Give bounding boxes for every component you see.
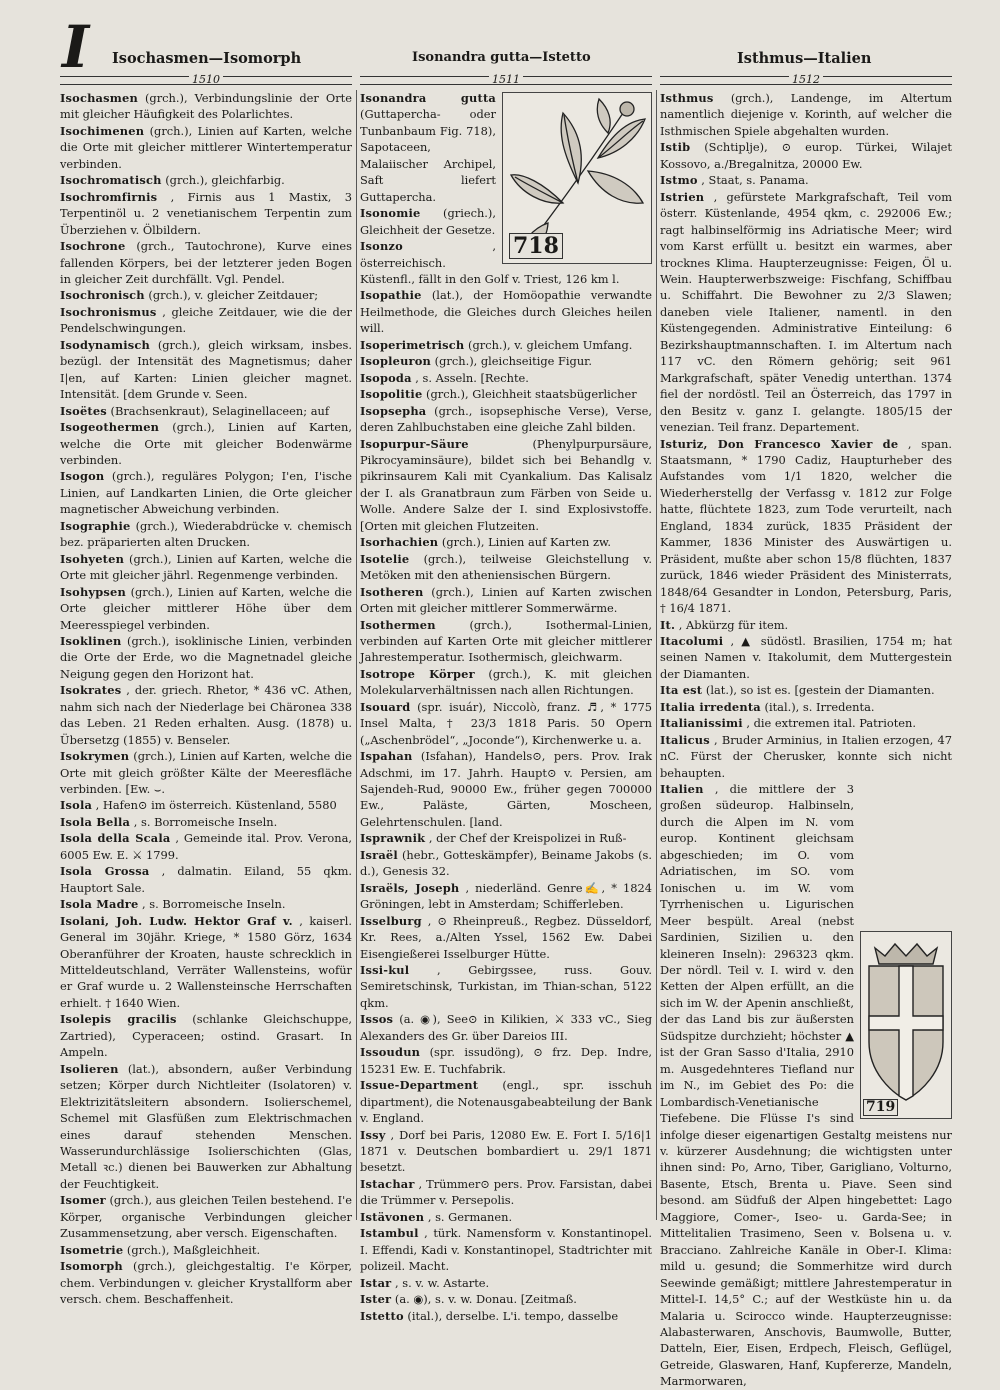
entry-headword: Isochasmen — [60, 91, 138, 105]
entry-headword: Isonandra gutta — [360, 91, 496, 105]
entry-text: (grch.), gleichfarbig. — [165, 173, 285, 188]
entry-headword: Isometrie — [60, 1242, 124, 1257]
dictionary-entry — [360, 666, 652, 699]
entry-headword: Isochromfirnis — [60, 189, 158, 204]
entry-headword: Isopleuron — [360, 354, 432, 369]
dictionary-entry — [60, 1192, 352, 1241]
dictionary-entry — [60, 863, 352, 896]
entry-text: (ital.), derselbe. L'i. tempo, dasselbe — [407, 1308, 619, 1323]
entry-text: , span. Staatsmann, * 1790 Cadiz, Haupturheber des Aufstandes vom 1/1 1820, welcher die Wiederherstellg der Verfassg v. 1812 zur Folge hatte, flüchtete 1823, zum Tode verurteilt, nach England, 1834 zurück, 1835 Präsident der Kammer, 1836 Minister des Auswärtigen u. Präsident, mußte aber schon 15/8 flüchten, 1837 zurück, 1846 wieder Präsident des Ministerrats, 1848/64 Gesandter in London, Petersburg, Paris, † 16/4 1871. — [660, 436, 952, 616]
entry-text: (a. ◉), See⊙ in Kilikien, ⚔ 333 vC., Sieg Alexanders des Gr. über Dareios III. — [360, 1012, 653, 1043]
dictionary-entry — [360, 1044, 652, 1077]
entry-headword: Isopurpur-Säure — [360, 436, 469, 451]
entry-text: , ▲ südöstl. Brasilien, 1754 m; hat seinen Namen v. Itakolumit, dem Muttergestein der Diamanten. — [660, 633, 952, 681]
dictionary-entry — [60, 1061, 352, 1193]
entry-headword: Istrien — [660, 189, 705, 204]
entry-text: , gefürstete Markgrafschaft, Teil vom österr. Küstenlande, 4954 qkm, c. 292006 Ew.; ragt halbinselförmig ins Adriatische Meer; wird vom Karst erfüllt u. besitzt ein warmes, aber trocknes Klima. Haupterzeugnisse: Feigen, Öl u. Wein. Haupterwerbszweige: Fischfang, Schiffbau u. Schiffahrt. Die Bewohner zu 2/3 Slawen; daneben viele Italiener, namentl. in den Küstengegenden. Administrative Einteilung: 6 Bezirkshauptmannschaften. I. im Altertum nach 117 vC. den Römern gehörig; seit 961 Markgrafschaft, später Venedig unterthan. 1374 fiel der nordöstl. Teil an Österreich, das 1797 in den Besitz v. ganz I. gelangte. 1805/15 der venezian. Teil franz. Departement. — [660, 189, 952, 435]
entry-headword: Isohypsen — [60, 584, 126, 599]
dictionary-entry — [60, 551, 352, 584]
dictionary-entry — [360, 748, 652, 830]
entry-headword: It. — [660, 617, 676, 632]
entry-text: (schlanke Gleichschuppe, Zartried), Cyperaceen; ostind. Grasart. In Ampeln. — [60, 1012, 352, 1060]
dictionary-entry — [360, 403, 652, 436]
entry-headword: Isola Grossa — [60, 864, 150, 879]
dictionary-entry — [660, 732, 952, 781]
entry-text: (Brachsenkraut), Selaginellaceen; auf — [110, 403, 330, 418]
plant-illustration — [502, 92, 652, 264]
entry-headword: Isothermen — [360, 617, 436, 632]
entry-text: (grch.), K. mit gleichen Molekularverhältnissen nach allen Richtungen. — [360, 666, 653, 698]
coat-of-arms-illustration — [860, 931, 952, 1119]
dictionary-entry — [660, 172, 952, 188]
entry-text: , Dorf bei Paris, 12080 Ew. E. Fort I. 5/16|1 1871 v. Deutschen bombardiert u. 29/1 1871 besetzt. — [360, 1127, 652, 1175]
entry-text: (grch.), Landenge, im Altertum namentlich diejenige v. Korinth, auf welcher die Isthmischen Spiele abgehalten wurden. — [660, 91, 952, 138]
entry-headword: Isthmus — [660, 91, 714, 105]
entry-headword: Ita est — [660, 683, 703, 698]
entry-headword: Isochromatisch — [60, 173, 162, 188]
entry-text: (Guttapercha- oder Tunbanbaum Fig. 718), Sapotaceen, Malaiischer Archipel, Saft liefert Guttapercha. — [360, 107, 496, 204]
entry-headword: Isomer — [60, 1193, 106, 1208]
entry-headword: Isolani, Joh. Ludw. Hektor Graf v. — [60, 913, 293, 928]
dictionary-entry — [360, 370, 652, 386]
entry-headword: Isogeothermen — [60, 420, 160, 435]
entry-text: (grch.), Verbindungslinie der Orte mit gleicher Häufigkeit des Polarlichtes. — [60, 91, 352, 122]
dictionary-entry — [360, 847, 652, 880]
entry-headword: Isomorph — [60, 1259, 123, 1274]
column-number-2: 1511 — [489, 74, 523, 84]
entry-text: (grch.), Linien auf Karten zw. — [441, 535, 611, 550]
dictionary-entry — [360, 436, 652, 535]
entry-text: , gleiche Zeitdauer, wie die der Pendelschwingungen. — [60, 304, 352, 336]
entry-headword: Isouard — [360, 699, 411, 714]
dictionary-entry — [60, 419, 352, 468]
dictionary-entry — [660, 715, 952, 731]
entry-headword: Italicus — [660, 732, 710, 747]
entry-headword: Isotrope Körper — [360, 666, 475, 681]
entry-headword: Isoklinen — [60, 633, 122, 648]
dictionary-entry — [360, 880, 652, 913]
entry-headword: Istetto — [360, 1308, 404, 1323]
column-2 — [360, 90, 653, 1323]
entry-text: (spr. issudöng), ⊙ frz. Dep. Indre, 15231 Ew. E. Tuchfabrik. — [360, 1045, 653, 1076]
entry-text: (grch.), Gleichheit staatsbügerlicher — [426, 387, 637, 402]
entry-text: (grch.), isoklinische Linien, verbinden die Orte der Erde, wo die Magnetnadel gleiche Neigung gegen den Horizont hat. — [60, 633, 353, 681]
entry-headword: Isopolitie — [360, 387, 423, 402]
entry-text: (grch.), reguläres Polygon; I'en, I'ische Linien, auf Landkarten Linien, die Orte gleicher magnetischer Abweichung verbinden. — [60, 469, 352, 517]
entry-headword: Isohyeten — [60, 551, 125, 566]
entry-headword: Isola Bella — [60, 814, 131, 829]
entry-headword: Istmo — [660, 173, 698, 188]
figure-number: 719 — [863, 1099, 898, 1116]
dictionary-entry — [60, 1011, 352, 1060]
entry-text: , Gebirgssee, russ. Gouv. Semiretschinsk, Turkistan, im Thian-schan, 5122 qkm. — [360, 963, 652, 1010]
entry-headword: Isola Madre — [60, 897, 139, 912]
entry-text: (grch.), Linien auf Karten, welche die Orte mit gleich größter Kälte der Meeresfläche verbinden. [Ew. ⌣. — [60, 749, 353, 797]
dictionary-entry — [60, 123, 352, 172]
dictionary-entry — [60, 287, 352, 303]
entry-headword: Isolieren — [60, 1061, 119, 1076]
dictionary-entry — [60, 238, 352, 287]
dictionary-entry — [60, 403, 352, 419]
entry-headword: Isopathie — [360, 288, 422, 303]
dictionary-entry — [60, 584, 352, 633]
entry-text: (grch.), Linien auf Karten zwischen Orten mit gleicher mittlerer Sommerwärme. — [360, 584, 652, 616]
entry-headword: Istävonen — [360, 1209, 425, 1224]
column-1 — [60, 90, 353, 1307]
dictionary-entry — [660, 139, 952, 172]
dictionary-entry — [360, 584, 652, 617]
dictionary-entry — [360, 551, 652, 584]
dictionary-entry — [660, 90, 952, 139]
entry-headword: Isola della Scala — [60, 831, 171, 846]
column-divider-1 — [356, 90, 357, 1220]
entry-text: (lat.), absondern, außer Verbindung setzen; Körper durch Nichtleiter (Isolatoren) v. Elektrizitätsleitern absondern. Isolierschemel, Schemel mit Glasfüßen zum Elektrischmachen eines darauf stehenden Menschen. Wasserundurchlässige Isolierschichten (Glas, Metall ꝛc.) dienen bei Bauwerken zur Abhaltung der Feuchtigkeit. — [60, 1061, 353, 1191]
entry-text: (hebr., Gotteskämpfer), Beiname Jakobs (s. d.), Genesis 32. — [360, 847, 652, 879]
dictionary-entry — [60, 90, 352, 123]
dictionary-entry — [60, 814, 352, 830]
entry-text: , der. griech. Rhetor, * 436 vC. Athen, nahm sich nach der Niederlage bei Chäronea 338 das Leben. 21 Reden erhalten. Ausg. (1878) u. Übersetzg (1855) v. Benseler. — [60, 683, 353, 747]
entry-headword: Isopsepha — [360, 403, 427, 418]
entry-headword: Isolepis gracilis — [60, 1012, 177, 1027]
dictionary-entry — [360, 1209, 652, 1225]
entry-headword: Isotheren — [360, 584, 424, 599]
entry-text: , die extremen ital. Patrioten. — [746, 716, 916, 731]
column-number-1: 1510 — [189, 74, 223, 84]
column-number-3: 1512 — [789, 74, 823, 84]
entry-text: (grch., isopsephische Verse), Verse, deren Zahlbuchstaben eine gleiche Zahl bilden. — [360, 403, 653, 435]
dictionary-entry — [360, 353, 652, 369]
entry-headword: Isopoda — [360, 370, 412, 385]
entry-text: , s. Borromeische Inseln. — [142, 897, 286, 912]
entry-text: (grch.), v. gleichem Umfang. — [468, 337, 633, 352]
entry-headword: Isochrone — [60, 239, 126, 254]
entry-text: (grch.), Linien auf Karten, welche die Orte mit gleicher Bodenwärme verbinden. — [60, 420, 352, 467]
column-3 — [660, 90, 953, 1389]
entry-text: (engl., spr. isschuh dipartment), die Notenausgabeabteilung der Bank v. England. — [360, 1078, 652, 1126]
dictionary-entry — [60, 468, 352, 517]
entry-text: (grch.), Wiederabdrücke v. chemisch bez. präparierten alten Drucken. — [60, 518, 352, 550]
entry-text: , s. v. w. Astarte. — [395, 1275, 490, 1290]
entry-headword: Isoëtes — [60, 403, 107, 418]
entry-text: (a. ◉), s. v. w. Donau. [Zeitmaß. — [394, 1292, 577, 1307]
entry-text: , ⊙ Rheinpreuß., Regbez. Düsseldorf, Kr. Rees, a./Alten Yssel, 1562 Ew. Dabei Eisengießerei Isselburger Hütte. — [360, 913, 653, 961]
dictionary-entry — [60, 633, 352, 682]
entry-headword: Isokrates — [60, 683, 122, 698]
figure-number: 718 — [509, 233, 563, 259]
dictionary-entry — [660, 699, 952, 715]
dictionary-entry — [60, 913, 352, 1012]
entry-text: , Staat, s. Panama. — [701, 173, 809, 188]
middle-running-head: Isonandra gutta—Istetto — [412, 50, 591, 65]
dictionary-entry — [360, 1127, 652, 1176]
entry-headword: Isographie — [60, 518, 131, 533]
entry-text: (grch.), aus gleichen Teilen bestehend. I'e Körper, organische Verbindungen gleicher Zusammensetzung, aber versch. Eigenschaften. — [60, 1193, 353, 1241]
dictionary-entry — [360, 287, 652, 336]
entry-text: (lat.), der Homöopathie verwandte Heilmethode, die Gleiches durch Gleiches heilen will. — [360, 288, 652, 336]
entry-headword: Isselburg — [360, 913, 422, 928]
dictionary-entry — [660, 633, 952, 682]
dictionary-entry — [60, 797, 352, 813]
dictionary-entry — [60, 682, 352, 748]
dictionary-entry — [660, 617, 952, 633]
column-divider-2 — [656, 90, 657, 1220]
entry-text: , Gemeinde ital. Prov. Verona, 6005 Ew. E. ⚔ 1799. — [60, 831, 352, 862]
entry-headword: Issoudun — [360, 1045, 421, 1060]
entry-headword: Istib — [660, 140, 691, 155]
entry-headword: Itacolumi — [660, 633, 724, 648]
entry-text: , Trümmer⊙ pers. Prov. Farsistan, dabei die Trümmer v. Persepolis. — [360, 1176, 652, 1208]
entry-text: (Isfahan), Handels⊙, pers. Prov. Irak Adschmi, im 17. Jahrh. Haupt⊙ v. Persien, am Sajendeh-Rud, 90000 Ew., früher gegen 700000 Ew., Paläste, Gärten, Moscheen, Gelehrtenschulen. [land. — [360, 749, 652, 829]
entry-text: (grch.), v. gleicher Zeitdauer; — [148, 288, 319, 303]
entry-text: (grch.), gleich wirksam, insbes. bezügl. der Intensität des Magnetismus; daher I|en, auf Karten: Linien gleicher magnet. Intensität. [dem Grunde v. Seen. — [60, 337, 352, 402]
entry-text: (griech.), Gleichheit der Gesetze. — [360, 206, 496, 237]
dictionary-entry — [360, 1291, 652, 1307]
entry-text: , s. Asseln. [Rechte. — [415, 370, 529, 385]
entry-headword: Isola — [60, 798, 93, 813]
dictionary-entry — [660, 436, 952, 617]
entry-text: , Abkürzg für item. — [678, 617, 789, 632]
dictionary-entry — [360, 1176, 652, 1209]
dictionary-entry — [60, 189, 352, 238]
entry-headword: Isogon — [60, 469, 105, 484]
entry-headword: Issue-Department — [360, 1078, 479, 1093]
entry-headword: Isochimenen — [60, 123, 145, 138]
entry-text: , der Chef der Kreispolizei in Ruß- — [428, 831, 627, 846]
entry-headword: Ister — [360, 1292, 392, 1307]
entry-text: , dalmatin. Eiland, 55 qkm. Hauptort Sale. — [60, 864, 352, 895]
entry-text: (grch.), Isothermal-Linien, verbinden auf Karten Orte mit gleicher mittlerer Jahrestemperatur. Isothermisch, gleichwarm. — [360, 617, 652, 665]
entry-text: (grch.), Linien auf Karten, welche die Orte mit gleicher mittlerer Wintertemperatur verbinden. — [60, 123, 352, 171]
dictionary-entry — [360, 1077, 652, 1126]
entry-text: (grch.), teilweise Gleichstellung v. Metöken mit den atheniensischen Bürgern. — [360, 551, 652, 583]
entry-text: (Phenylpurpursäure, Pikrocyaminsäure), bildet sich bei Behandlg v. pikrinsaurem Kali mit Cyankalium. Das Kalisalz der I. als Granatbraun zum Färben von Seide u. Wolle. Andere Salze der I. sind Explosivstoffe. [Orten mit gleichen Flutzeiten. — [360, 436, 652, 533]
dictionary-entry — [60, 337, 352, 403]
dictionary-entry — [660, 781, 952, 1390]
left-running-head: Isochasmen—Isomorph — [112, 50, 302, 67]
column-rule-2 — [360, 73, 652, 86]
dictionary-entry — [360, 1275, 652, 1291]
dictionary-entry — [360, 1308, 652, 1324]
italy-shield-icon — [861, 932, 951, 1118]
entry-headword: Issy — [360, 1127, 386, 1142]
entry-text: , Firnis aus 1 Mastix, 3 Terpentinöl u. 2 venetianischem Terpentin zum Überziehen v. Ölbildern. — [60, 189, 353, 237]
entry-headword: Isoperimetrisch — [360, 337, 465, 352]
dictionary-entry — [60, 896, 352, 912]
dictionary-entry — [60, 1258, 352, 1307]
dictionary-entry — [360, 1011, 652, 1044]
entry-text: , türk. Namensform v. Konstantinopel. I. Effendi, Kadi v. Konstantinopel, Stadtrichter mit polizeil. Macht. — [360, 1226, 652, 1274]
column-rule-3 — [660, 73, 952, 86]
dictionary-entry — [60, 172, 352, 188]
entry-headword: Istar — [360, 1275, 392, 1290]
right-running-head: Isthmus—Italien — [737, 50, 872, 67]
entry-text: , die mittlere der 3 großen südeurop. Halbinseln, durch die Alpen im N. vom europ. Kontinent gleichsam abgeschieden; im O. vom Adriatischen, im SO. vom Ionischen u. im W. vom Tyrrhenischen u. Ligurischen Meer bespült. Areal (nebst Sardinien, Sizilien u. den kleineren Inseln): 296323 qkm. Der nördl. Teil v. I. wird v. den Ketten der Alpen erfüllt, an die sich im W. der Apenin anschließt, der das Land bis zur äußersten Südspitze durchzieht; höchster ▲ ist der Gran Sasso d'Italia, 2910 m. Ausgedehnteres Tiefland nur im N., im Gebiet des Po: die Lombardisch-Venetianische Tiefebene. Die Flüsse I's sind infolge dieser eigenartigen Gestaltg meistens nur v. kürzerer Ausdehnung; die wichtigsten unter ihnen sind: Po, Arno, Tiber, Garigliano, Volturno, Basente, Etsch, Brenta u. Piave. Seen sind besond. am Südfuß der Alpen hingebettet: Lago Maggiore, Comer-, Iseo- u. Garda-See; in Mittelitalien Trasimeno, Seen v. Bolsena u. v. Bracciano. Zahlreiche Kanäle in Ober-I. Klima: mild u. gesund; die Sommerhitze wird durch Seewinde gemäßigt; mittlere Jahrestemperatur in Mittel-I. 14,5° C.; auf der Westküste hin u. da Malaria u. Scirocco winde. Haupterzeugnisse: Alabasterwaren, Anschovis, Baumwolle, Butter, Datteln, Eier, Eisen, Erdpech, Fleisch, Geflügel, Getreide, Glaswaren, Hanf, Kupfererze, Mandeln, Marmorwaren, — [660, 782, 952, 1389]
entry-headword: Italien — [660, 782, 704, 797]
dictionary-entry — [60, 830, 352, 863]
entry-text: , österreichisch. Küstenfl., fällt in den Golf v. Triest, 126 km l. — [360, 239, 620, 286]
dictionary-entry — [360, 386, 652, 402]
dictionary-entry — [360, 913, 652, 962]
entry-headword: Issi-kul — [360, 963, 410, 978]
section-letter: I — [62, 13, 90, 81]
entry-headword: Isprawnik — [360, 831, 426, 846]
entry-headword: Isokrymen — [60, 749, 130, 764]
dictionary-entry — [360, 1225, 652, 1274]
entry-headword: Isorhachien — [360, 535, 439, 550]
dictionary-entry — [60, 518, 352, 551]
dictionary-entry — [360, 534, 652, 550]
dictionary-entry — [360, 830, 652, 846]
entry-headword: Italianissimi — [660, 716, 743, 731]
dictionary-entry — [660, 682, 952, 698]
entry-headword: Istambul — [360, 1226, 419, 1241]
entry-headword: Isonomie — [360, 206, 421, 221]
entry-text: , s. Borromeische Inseln. — [133, 814, 278, 829]
dictionary-entry — [660, 189, 952, 436]
entry-text: (grch., Tautochrone), Kurve eines fallenden Körpers, bei der letzterer jeden Bogen in gleicher Zeit durchfällt. Vgl. Pendel. — [60, 239, 352, 286]
entry-text: , niederländ. Genre✍, * 1824 Gröningen, lebt in Amsterdam; Schifferleben. — [360, 880, 652, 912]
entry-text: (grch.), Linien auf Karten, welche die Orte mit gleicher jährl. Regenmenge verbinden. — [60, 551, 353, 583]
dictionary-entry — [360, 617, 652, 666]
column-rule-1 — [60, 73, 352, 86]
entry-headword: Issos — [360, 1012, 394, 1027]
entry-headword: Isotelie — [360, 551, 410, 566]
entry-headword: Italia irredenta — [660, 699, 761, 714]
dictionary-entry — [360, 699, 652, 748]
entry-text: (grch.), Maßgleichheit. — [126, 1242, 261, 1257]
dictionary-entry — [60, 748, 352, 797]
entry-text: , s. Germanen. — [427, 1209, 513, 1224]
entry-text: (spr. isuár), Niccolò, franz. ♬, * 1775 Insel Malta, † 23/3 1818 Paris. 50 Opern („Aschenbrödel“, „Joconde“), Kirchenwerke u. a. — [360, 699, 652, 747]
entry-text: (lat.), so ist es. [gestein der Diamanten. — [705, 683, 935, 698]
entry-text: (Schtiplje), ⊙ europ. Türkei, Wilajet Kossovo, a./Bregalnitza, 20000 Ew. — [660, 140, 952, 171]
dictionary-entry — [60, 1242, 352, 1258]
entry-headword: Isodynamisch — [60, 337, 150, 352]
entry-headword: Ispahan — [360, 749, 413, 764]
entry-headword: Isochronisch — [60, 288, 145, 303]
entry-text: (grch.), gleichseitige Figur. — [434, 354, 592, 369]
entry-text: (grch.), Linien auf Karten, welche die Orte gleicher mittlerer Höhe über dem Meeresspiegel verbinden. — [60, 584, 353, 632]
dictionary-entry — [60, 304, 352, 337]
entry-headword: Isochronismus — [60, 304, 157, 319]
entry-text: , Hafen⊙ im österreich. Küstenland, 5580 — [95, 798, 337, 813]
entry-text: (grch.), gleichgestaltig. I'e Körper, chem. Verbindungen v. gleicher Krystallform aber versch. chem. Beschaffenheit. — [60, 1259, 352, 1307]
entry-text: , kaiserl. General im 30jähr. Kriege, * 1580 Görz, 1634 Oberanführer der Kroaten, hauste schrecklich in Mitteldeutschland, Verräter Wallensteins, wofür er Graf wurde u. 2 Wallensteinsche Herrschaften erhielt. † 1640 Wien. — [60, 913, 353, 1010]
entry-headword: Israël — [360, 847, 398, 862]
dictionary-entry — [360, 337, 652, 353]
dictionary-entry — [360, 962, 652, 1011]
entry-headword: Isonzo — [360, 239, 403, 254]
entry-headword: Istachar — [360, 1176, 415, 1191]
entry-text: , Bruder Arminius, in Italien erzogen, 47 nC. Fürst der Cherusker, konnte sich nicht behaupten. — [660, 732, 953, 780]
entry-headword: Isturiz, Don Francesco Xavier de — [660, 436, 899, 451]
entry-headword: Israëls, Joseph — [360, 880, 460, 895]
entry-text: (ital.), s. Irredenta. — [764, 699, 875, 714]
